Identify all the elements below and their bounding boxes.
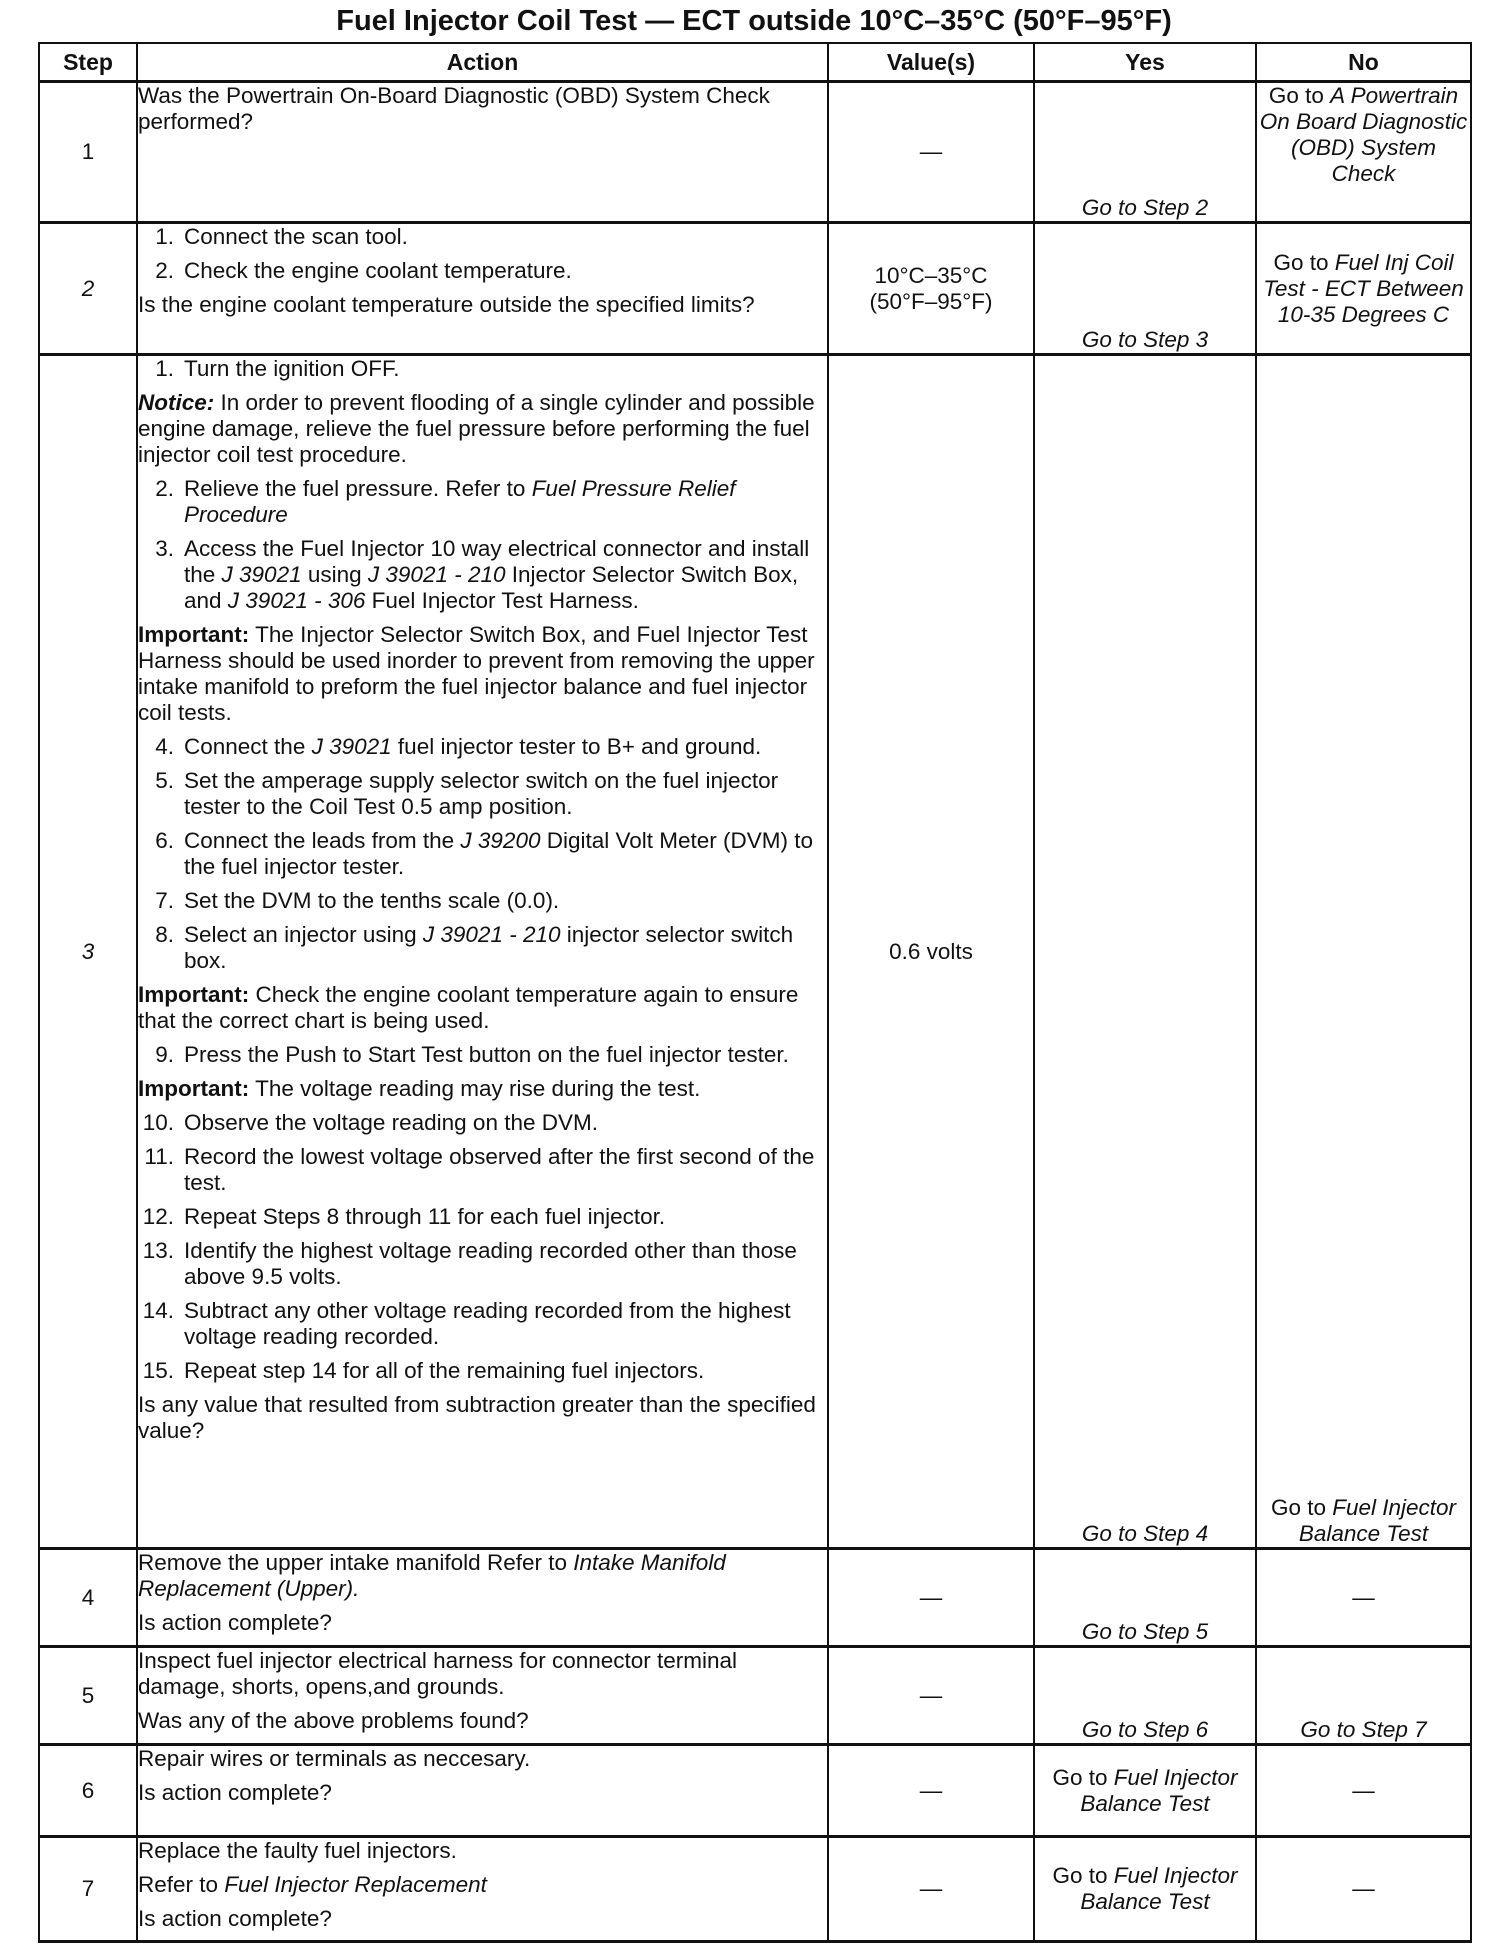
action-cell [137,1837,828,1942]
action-text: Remove the upper intake manifold Refer to Intake Manifold Replacement (Upper). [138,1550,726,1601]
procedure-reference-link[interactable]: Intake Manifold Replacement (Upper). [138,1550,726,1601]
table-row-step-3 [39,355,1471,1549]
action-cell [137,1647,828,1745]
action-list-item: 7. Set the DVM to the tenths scale (0.0). [155,888,560,913]
yes-cell [1034,82,1256,223]
action-cell [137,82,828,223]
yes-goto-prefix: Go to [1052,1863,1114,1888]
action-list-item: 3. Access the Fuel Injector 10 way electrical connector and install the J 39021 using J 39021 - 210 Injector Selector Switch Box, and J 39021 - 306 Fuel Injector Test Harness. [155,536,810,613]
action-list-item: 8. Select an injector using J 39021 - 210 injector selector switch box. [155,922,794,973]
procedure-reference-link[interactable]: Fuel Pressure Relief Procedure [184,476,736,527]
yes-goto-link[interactable]: Go to Step 5 [1081,1619,1209,1644]
action-text: Replace the faulty fuel injectors. [138,1838,457,1863]
header-values: Value(s) [828,43,1034,82]
action-question: Is any value that resulted from subtraction greater than the specified value? [138,1392,816,1443]
action-cell [137,1745,828,1837]
yes-goto-link[interactable]: Go to Step 6 [1081,1717,1209,1742]
yes-cell [1034,223,1256,355]
no-cell [1256,1647,1471,1745]
table-row-step-2 [39,223,1471,355]
no-cell [1256,355,1471,1549]
action-question: Is action complete? [138,1780,332,1805]
action-cell [137,1549,828,1647]
yes-cell [1034,355,1256,1549]
action-list-item: 14. Subtract any other voltage reading recorded from the highest voltage reading recorded. [142,1298,791,1349]
action-list-item: 9. Press the Push to Start Test button on the fuel injector tester. [155,1042,789,1067]
no-cell [1256,223,1471,355]
header-row [39,43,1471,82]
action-list-item: 4. Connect the J 39021 fuel injector tester to B+ and ground. [155,734,762,759]
important-paragraph: Important: The Injector Selector Switch Box, and Fuel Injector Test Harness should be used inorder to prevent from removing the upper intake manifold to preform the fuel injector balance and fuel injector coil tests. [138,622,815,725]
action-question: Was any of the above problems found? [138,1708,529,1733]
action-list-item: 1. Connect the scan tool. [155,224,408,249]
table-row-step-5 [39,1647,1471,1745]
action-reference: Refer to Fuel Injector Replacement [138,1872,487,1897]
header-action: Action [137,43,828,82]
yes-cell [1034,1647,1256,1745]
action-list-item: 2. Check the engine coolant temperature. [155,258,572,283]
no-goto-prefix: Go to [1270,1495,1333,1520]
step-number: 7 [39,1837,137,1942]
action-question: Is action complete? [138,1610,332,1635]
value-cell: 0.6 volts [828,355,1034,1549]
notice-paragraph: Notice: In order to prevent flooding of a single cylinder and possible engine damage, relieve the fuel pressure before performing the fuel injector coil test procedure. [138,390,815,467]
step-number: 3 [39,355,137,1549]
action-list-item: 1. Turn the ignition OFF. [155,356,400,381]
action-list-item: 11. Record the lowest voltage observed after the first second of the test. [144,1144,815,1195]
step-number: 2 [39,223,137,355]
value-cell: — [828,1647,1034,1745]
yes-goto-link[interactable]: Go to Step 3 [1081,327,1209,352]
value-cell: — [828,1549,1034,1647]
action-list-item: 15. Repeat step 14 for all of the remaining fuel injectors. [142,1358,705,1383]
action-question: Is action complete? [138,1906,332,1931]
value-cell: — [828,1745,1034,1837]
action-cell [137,355,828,1549]
header-no: No [1256,43,1471,82]
procedure-reference-link[interactable]: Fuel Injector Replacement [224,1872,487,1897]
no-goto-link[interactable]: A Powertrain On Board Diagnostic (OBD) System Check [1259,83,1468,186]
step-number: 4 [39,1549,137,1647]
yes-goto-link[interactable]: Fuel Injector Balance Test [1080,1764,1238,1816]
table-row-step-1 [39,82,1471,223]
yes-cell [1034,1549,1256,1647]
yes-goto-link[interactable]: Go to Step 4 [1081,1521,1209,1546]
no-cell [1256,82,1471,223]
important-paragraph: Important: Check the engine coolant temperature again to ensure that the correct chart is being used. [138,982,799,1033]
yes-cell [1034,1837,1256,1942]
diagnostic-table [38,42,1472,1943]
yes-goto-link[interactable]: Fuel Injector Balance Test [1080,1863,1238,1914]
step-number: 6 [39,1745,137,1837]
page-title: Fuel Injector Coil Test — ECT outside 10°C–35°C (50°F–95°F) [336,5,1172,37]
yes-goto-link[interactable]: Go to Step 2 [1081,195,1209,220]
table-row-step-4 [39,1549,1471,1647]
yes-cell [1034,1745,1256,1837]
action-question: Was the Powertrain On-Board Diagnostic (OBD) System Check performed? [138,83,770,134]
no-cell: — [1256,1837,1471,1942]
no-goto-prefix: Go to [1268,83,1331,108]
no-goto-link[interactable]: Go to Step 7 [1300,1717,1427,1742]
table-row-step-7 [39,1837,1471,1942]
action-text: Inspect fuel injector electrical harness for connector terminal damage, shorts, opens,and grounds. [138,1648,738,1699]
step-number: 1 [39,82,137,223]
yes-goto-prefix: Go to [1052,1764,1114,1790]
step-number: 5 [39,1647,137,1745]
value-cell: — [828,82,1034,223]
action-list-item: 10. Observe the voltage reading on the DVM. [142,1110,598,1135]
action-text: Repair wires or terminals as neccesary. [138,1746,531,1771]
value-range-celsius: 10°C–35°C [874,262,988,288]
table-row-step-6 [39,1745,1471,1837]
no-cell: — [1256,1549,1471,1647]
action-question: Is the engine coolant temperature outside the specified limits? [138,292,755,317]
important-paragraph: Important: The voltage reading may rise during the test. [138,1076,701,1101]
no-goto-link[interactable]: Fuel Inj Coil Test - ECT Between 10-35 Degrees C [1263,249,1464,327]
action-list-item: 12. Repeat Steps 8 through 11 for each fuel injector. [142,1204,666,1229]
header-step: Step [39,43,137,82]
action-list-item: 13. Identify the highest voltage reading recorded other than those above 9.5 volts. [142,1238,797,1289]
header-yes: Yes [1034,43,1256,82]
no-goto-link[interactable]: Fuel Injector Balance Test [1298,1495,1457,1546]
action-cell [137,223,828,355]
no-goto-prefix: Go to [1273,249,1335,275]
value-cell [828,223,1034,355]
value-range-fahrenheit: (50°F–95°F) [869,288,993,314]
value-cell: — [828,1837,1034,1942]
action-list-item: 5. Set the amperage supply selector switch on the fuel injector tester to the Coil Test 0.5 amp position. [155,768,779,819]
no-cell: — [1256,1745,1471,1837]
action-list-item: 6. Connect the leads from the J 39200 Digital Volt Meter (DVM) to the fuel injector tester. [155,828,814,879]
action-list-item: 2. Relieve the fuel pressure. Refer to Fuel Pressure Relief Procedure [155,476,736,527]
